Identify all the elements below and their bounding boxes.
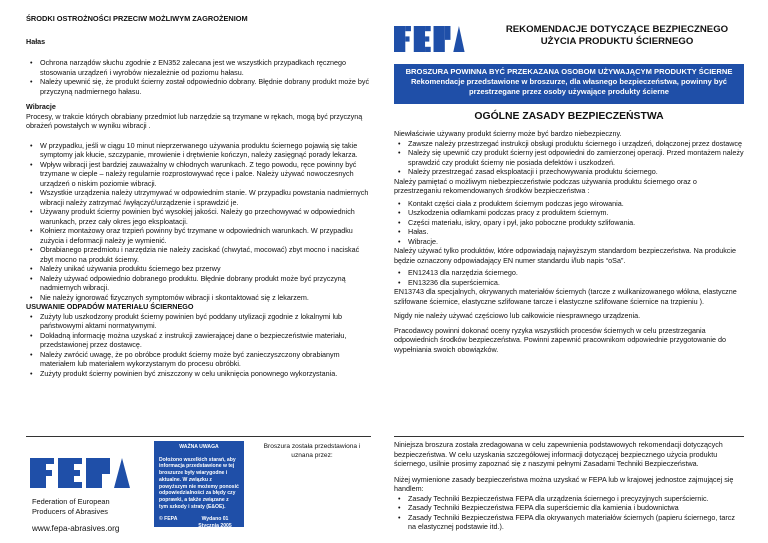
hazards-intro: Należy pamiętać o możliwym niebezpieczeństwie podczas używania produktu ściernego oraz o przestrzeganiu rekomendowanych środków bezpieczeństwa : <box>394 176 697 195</box>
list-item: • Należy unikać używania produktu ściernego bez przerwy <box>26 264 371 274</box>
doc-title <box>482 24 752 49</box>
banner-line-1: BROSZURA POWINNA BYĆ PRZEKAZANA OSOBOM UŻYWAJĄCYM PRODUKTY ŚCIERNE <box>405 67 733 76</box>
list-item: • Obrabianego przedmiotu i narzędzia nie należy zaciskać (chwytać, mocować) zbyt mocno i naciskać zbyt mocno na produkt ścierny. <box>26 245 371 264</box>
website-link[interactable]: www.fepa-abrasives.org <box>32 524 120 533</box>
general-title: OGÓLNE ZASADY BEZPIECZEŃSTWA <box>474 111 664 122</box>
notice-title: WAŻNA UWAGA <box>179 444 219 450</box>
fepa-logo-icon <box>30 458 132 488</box>
general-intro: Niewłaściwie używany produkt ścierny może być bardzo niebezpieczny. <box>394 129 622 138</box>
never-use-paragraph: Nigdy nie należy używać częściowo lub całkowicie niesprawnego urządzenia. <box>394 311 641 320</box>
list-item: • Dokładną informację można uzyskać z instrukcji zawierającej dane o bezpieczeństwie materiału, przedstawionej przez dostawcę. <box>26 331 371 350</box>
federation-line-2: Producers of Abrasives <box>32 506 108 516</box>
usuwanie-list <box>26 312 371 379</box>
list-item: • Nie należy ignorować fizycznych symptomów wibracji i skontaktować się z lekarzem. <box>26 293 371 303</box>
divider-right <box>394 436 744 437</box>
presented-by: Broszura została przedstawiona i uznana przez: <box>263 443 361 459</box>
list-item: • Należy zwrócić uwagę, że po obróbce produkt ścierny może być zanieczyszczony obrabianym materiałem lub materiałem wykorzystanym do procesu obróbki. <box>26 350 371 369</box>
left-header: ŚRODKI OSTROŻNOŚCI PRZECIW MOŻLIWYM ZAGROŻENIOM <box>26 14 248 23</box>
list-item: • Wibracje. <box>394 237 744 247</box>
general-list <box>394 139 744 177</box>
list-item: • Zawsze należy przestrzegać instrukcji obsługi produktu ściernego i urządzeń, dołączonej przez dostawcę <box>394 139 744 149</box>
right-body <box>394 129 744 354</box>
wibracje-list <box>26 141 371 303</box>
list-item: • Części materiału, iskry, opary i pył, jako poboczne produkty szlifowania. <box>394 218 744 228</box>
list-item: • Zasady Techniki Bezpieczeństwa FEPA dla superściernic dla kamienia i budownictwa <box>394 503 744 513</box>
handover-banner <box>394 64 744 104</box>
notice-footer <box>159 516 239 529</box>
list-item: • Używany produkt ścierny powinien być wysokiej jakości. Należy go przechowywać w odpowiednich warunkach, przez cały okres jego eksploatacji. <box>26 207 371 226</box>
fepa-logo-icon <box>394 26 466 52</box>
list-item: • Zasady Techniki Bezpieczeństwa FEPA dla urządzenia ściernego i precyzyjnych superściernic. <box>394 494 744 504</box>
list-item: • Zużyty produkt ścierny powinien być zniszczony w celu uniknięcia ponownego wykorzystania. <box>26 369 371 379</box>
list-item: • Zasady Techniki Bezpieczeństwa FEPA dla okrywanych materiałów ściernych (papieru ściernego, tarcz na elastycznej podstawie itd.). <box>394 513 744 532</box>
list-item: • Hałas. <box>394 227 744 237</box>
list-item: • Uszkodzenia odłamkami podczas pracy z produktem ściernym. <box>394 208 744 218</box>
federation-name <box>32 497 142 517</box>
right-logo <box>394 26 466 52</box>
left-column <box>26 12 371 378</box>
issued-date: Wydano 01 Stycznia 2005 <box>198 516 232 530</box>
doc-title-line-2: UŻYCIA PRODUKTU ŚCIERNEGO <box>540 36 694 48</box>
list-item: • Wszystkie urządzenia należy utrzymywać w odpowiednim stanie. W przypadku powstania nadmiernych wibracji należy zatrzymać /wyłączyć/urządzenie i sprawdzić je. <box>26 188 371 207</box>
en-list <box>394 268 744 287</box>
list-item: • Kontakt części ciała z produktem ściernym podczas jego wirowania. <box>394 199 744 209</box>
notice-body: Dołożono wszelkich starań, aby informacja przedstawione w tej broszurze były wiarygodne i aktualne. W związku z powyższym nie możemy ponosić odpowiedzialności za błędy czy poprawki, a także związane z tym szkody i straty (E&OE). <box>159 456 239 510</box>
codes-list <box>394 494 744 532</box>
en13743-paragraph: EN13743 dla specjalnych, okrywanych materiałów ściernych (tarcze z wulkanizowanego włókna, elastyczne szlifowane ściernice, elastyczne szlifowane tarcze i elastyczne szlifowane ściernice na trzpieniu ). <box>394 287 737 306</box>
bottom-intro: Niniejsza broszura została zredagowana w celu zapewnienia podstawowych rekomendacji dotyczących bezpieczeństwa. W celu uzyskania szczegółowej informacji dotyczącej bezpiecznego użycia produktu ściernego, usilnie prosimy zapoznać się z naszymi pełnymi Zasadami Techniki Bezpieczeństwa. <box>394 440 723 468</box>
wibracje-intro: Procesy, w trakcie których obrabiany przedmiot lub narzędzie są trzymane w rękach, mogą być przyczyną obrażeń powstałych w wyniku wibracji . <box>26 111 363 131</box>
list-item: • Kołnierz montażowy oraz trzpień powinny być trzymane w odpowiednich warunkach. W przypadku zużycia i deformacji należy je wymienić. <box>26 226 371 245</box>
list-item: • EN13236 dla superściernica. <box>394 278 744 288</box>
list-item: • Ochrona narządów słuchu zgodnie z EN352 zalecana jest we wszystkich przypadkach ręcznego stosowania urządzeń i wyrobów niezależnie od poziomu hałasu. <box>26 58 371 77</box>
copyright-label: © FEPA <box>159 516 178 523</box>
bottom-left-logo <box>30 458 132 488</box>
right-bottom <box>394 440 744 532</box>
list-item: • EN12413 dla narzędzia ściernego. <box>394 268 744 278</box>
list-item: • Należy przestrzegać zasad eksploatacji i przechowywania produktu ściernego. <box>394 167 744 177</box>
list-item: • Należy się upewnić czy produkt ścierny jest odpowiedni do zamierzonej operacji. Przed montażem należy sprawdzić czy produkt ścierny nie posiada defektów i uszkodzeń. <box>394 148 744 167</box>
banner-line-2: Rekomendacje przedstawione w broszurze, dla własnego bezpieczeństwa, powinny być przestrzegane przez osoby używające produkty ścierne <box>410 77 728 96</box>
wibracje-title: Wibracje <box>26 102 56 112</box>
employer-paragraph: Pracodawcy powinni dokonać oceny ryzyka wszystkich procesów ściernych w celu przestrzegania odpowiednich środków bezpieczeństwa. Powinni zapewnić pracownikom odpowiednie przygotowanie do wypełniania swoich obowiązków. <box>394 325 727 354</box>
list-item: • Należy upewnić się, że produkt ścierny został odpowiednio dobrany. Błędnie dobrany produkt może być przyczyną nadmiernego hałasu. <box>26 77 371 96</box>
federation-line-1: Federation of European <box>32 497 110 506</box>
important-notice <box>154 441 244 530</box>
halas-title: Hałas <box>26 36 46 46</box>
osa-paragraph: Należy używać tylko produktów, które odpowiadają najwyższym standardom bezpieczeństwa. Na produkcie będzie oznaczony odpowiadający EN numer standardu i/lub napis “oSa”. <box>394 246 736 265</box>
usuwanie-title: USUWANIE ODPADÓW MATERIAŁU ŚCIERNEGO <box>26 302 194 312</box>
halas-list <box>26 58 371 96</box>
list-item: • Wpływ wibracji jest bardziej zauważalny w chłodnych warunkach. Z tego powodu, ręce powinny być trzymane w cieple – należy regularnie rozprostowywać ręce i palce. Należy używać nowoczesnych urządzeń o niskim poziomie wibracji. <box>26 160 371 189</box>
list-item: • Należy używać odpowiednio dobranego produktu. Błędnie dobrany produkt może być przyczyną nadmiernych wibracji. <box>26 274 371 293</box>
doc-title-line-1: REKOMENDACJE DOTYCZĄCE BEZPIECZNEGO <box>505 24 729 35</box>
divider-left <box>26 436 371 437</box>
codes-intro: Niżej wymienione zasady bezpieczeństwa można uzyskać w FEPA lub w krajowej jednostce zajmującej się handlem: <box>394 474 734 493</box>
list-item: • Zużyty lub uszkodzony produkt ścierny powinien być poddany utylizacji zgodnie z lokalnymi lub państwowymi aktami normatywnymi. <box>26 312 371 331</box>
list-item: • W przypadku, jeśli w ciągu 10 minut nieprzerwanego używania produktu ściernego pojawią się takie symptomy jak kłucie, szczypanie, mrowienie i drętwienie kończyn, należy zasięgnąć porady lekarza. <box>26 141 371 160</box>
hazards-list <box>394 199 744 247</box>
